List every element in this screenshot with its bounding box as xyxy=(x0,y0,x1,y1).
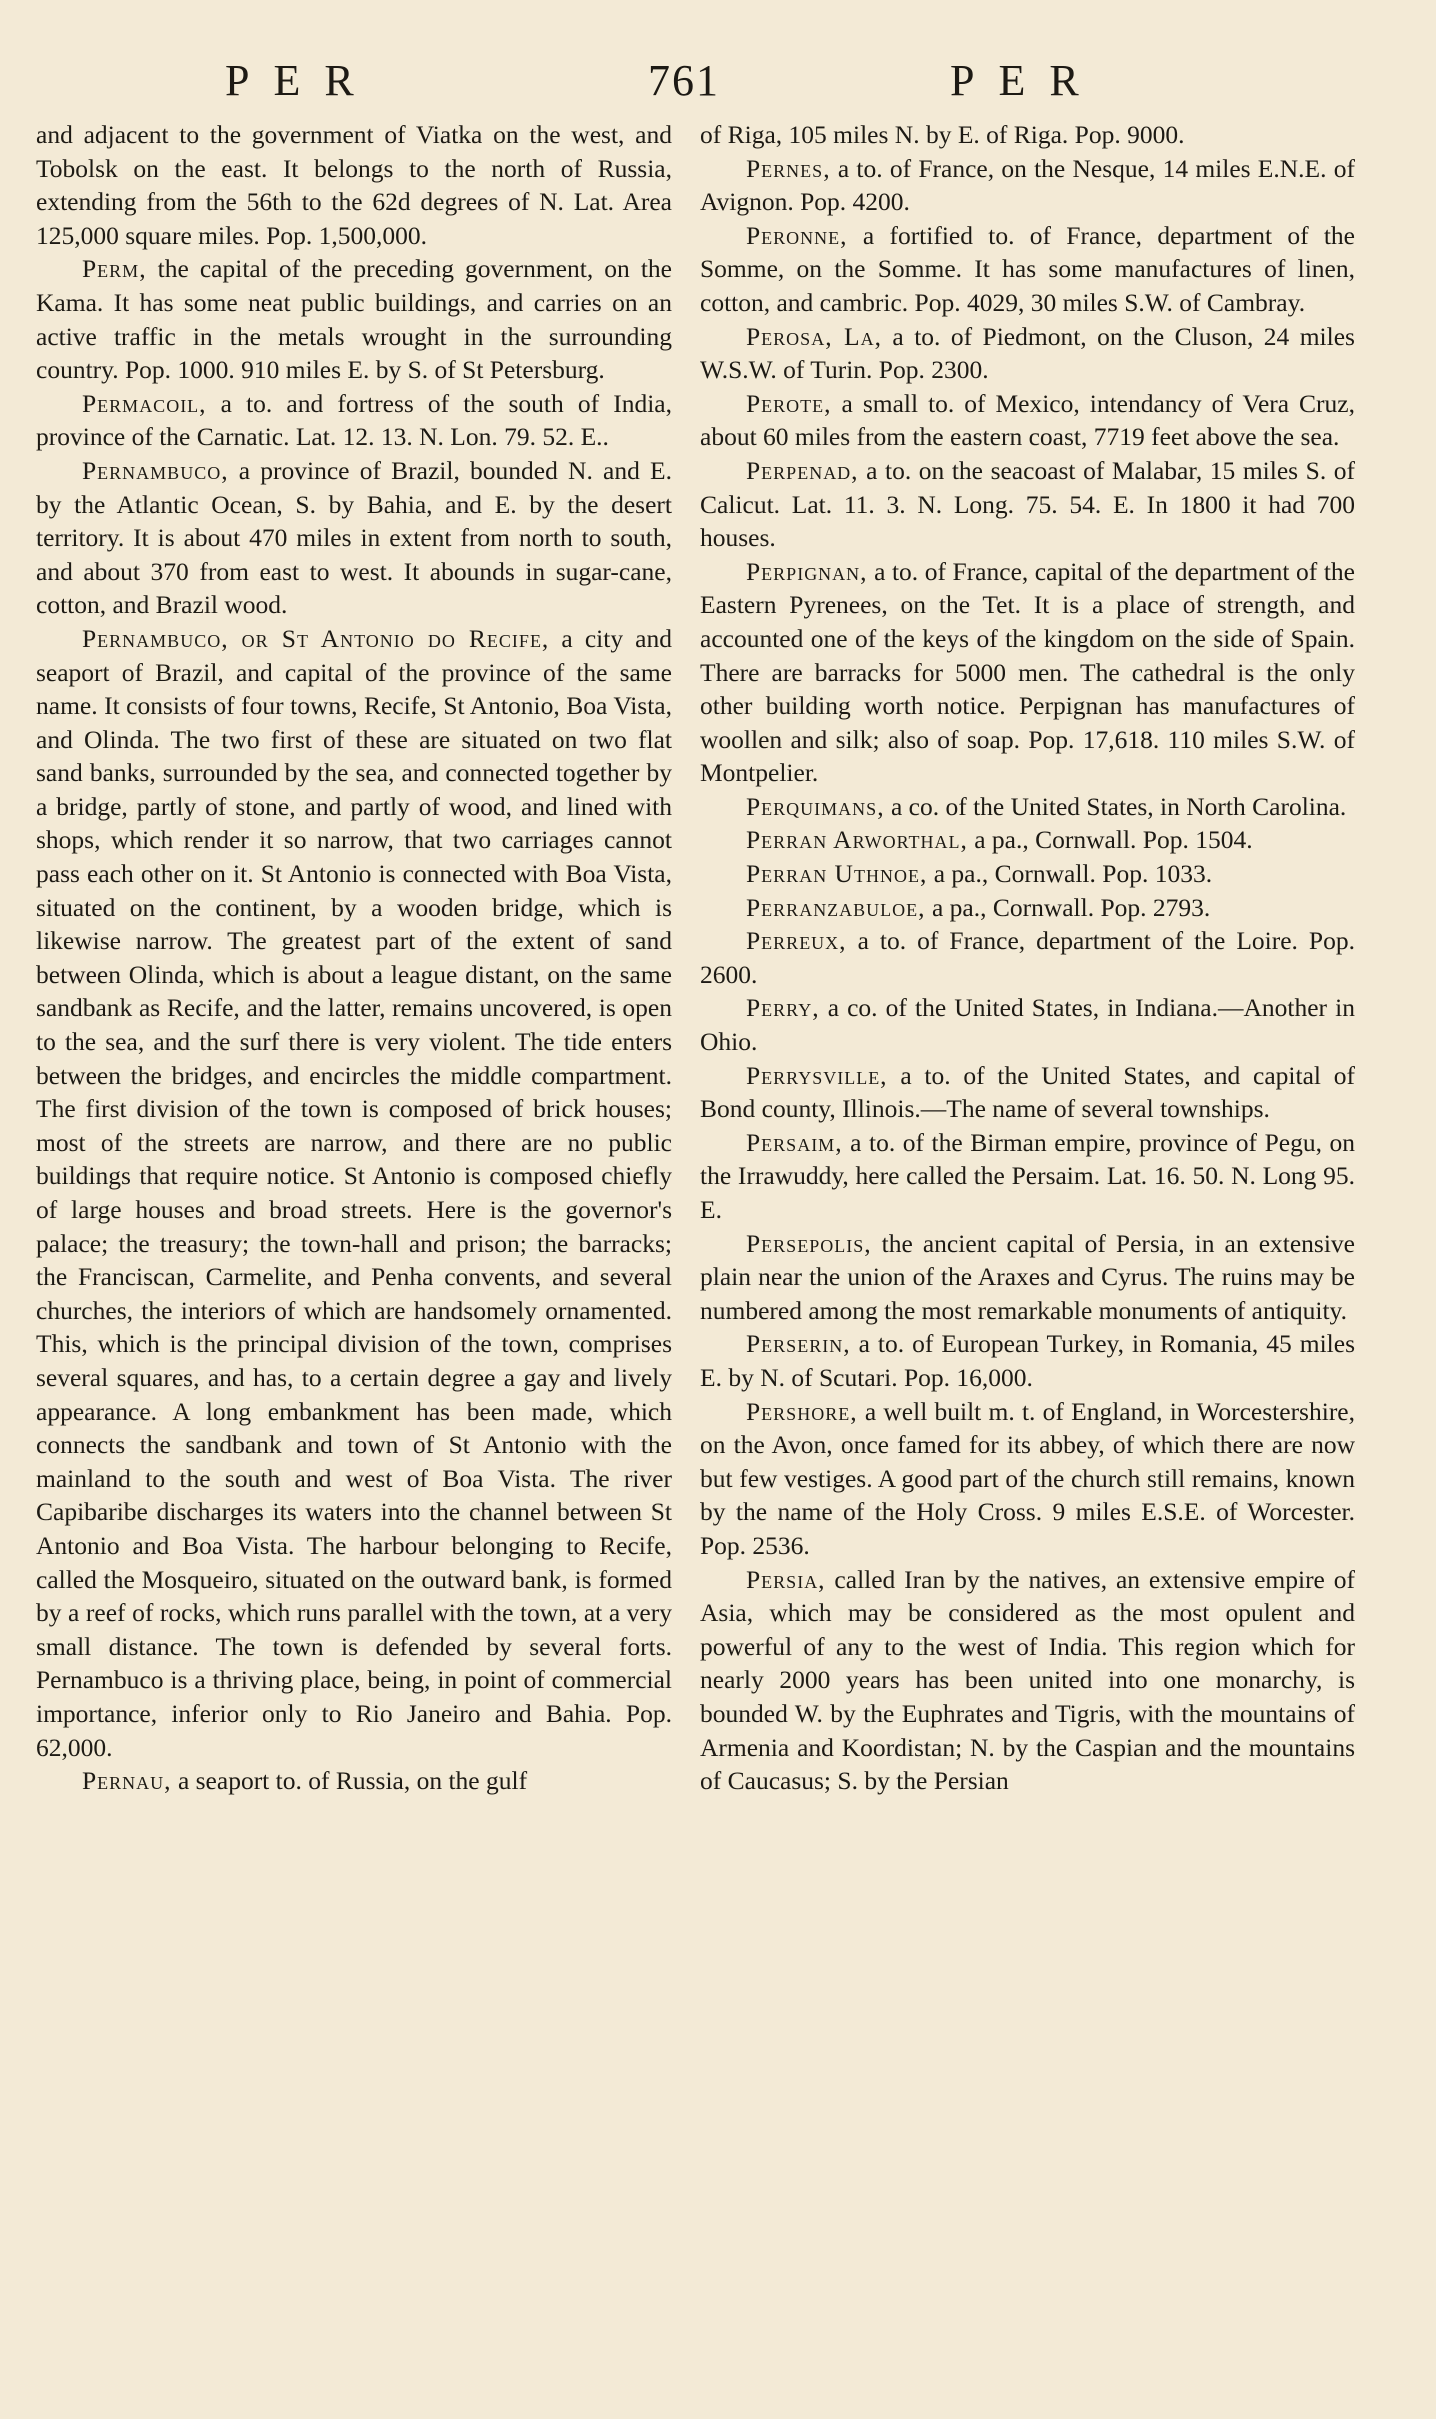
gazetteer-entry xyxy=(36,622,672,1764)
entry-text: a to. on the seacoast of Malabar, 15 miles S. of Calicut. Lat. 11. 3. N. Long. 75. 54. E. In 1800 it had 700 houses. xyxy=(700,455,1355,553)
entry-text: called Iran by the natives, an extensive empire of Asia, which may be considered as the most opulent and powerful of any to the west of India. This region which for nearly 2000 years has been united into one monarchy, is bounded W. by the Euphrates and Tigris, with the mountains of Armenia and Koordistan; N. by the Caspian and the mountains of Caucasus; S. by the Persian xyxy=(700,1564,1355,1796)
entry-headword: Pernes, xyxy=(746,153,831,183)
gazetteer-entry xyxy=(36,252,672,386)
gazetteer-entry xyxy=(700,1563,1355,1798)
entry-headword: Pernau, xyxy=(82,1766,172,1796)
entry-headword: Perote, xyxy=(746,388,832,418)
entry-text: a pa., Cornwall. Pop. 1033. xyxy=(927,859,1213,889)
gazetteer-entry xyxy=(36,454,672,622)
header-left-guide-word: PER xyxy=(225,56,378,105)
entry-text: a city and seaport of Brazil, and capital of the province of the same name. It consists of four towns, Recife, St Antonio, Boa Vista, and Olinda. The two first of these are situated on two flat sand banks, surrounded by the sea, and connected together by a bridge, partly of stone, and partly of wood, and lined with shops, which render it so narrow, that two carriages cannot pass each other on it. St Antonio is connected with Boa Vista, situated on the continent, by a wooden bridge, which is likewise narrow. The greatest part of the extent of sand between Olinda, which is about a league distant, on the same sandbank as Recife, and the latter, remains uncovered, is open to the sea, and the surf there is very violent. The tide enters between the bridges, and encircles the middle compartment. The first division of the town is composed of brick houses; most of the streets are narrow, and there are no public buildings that require notice. St Antonio is composed chiefly of large houses and broad streets. Here is the governor's palace; the treasury; the town-hall and prison; the barracks; the Franciscan, Carmelite, and Penha convents, and several churches, the interiors of which are handsomely ornamented. This, which is the principal division of the town, comprises several squares, and has, to a certain degree a gay and lively appearance. A long embankment has been made, which connects the sandbank and town of St Antonio with the mainland to the south and west of Boa Vista. The river Capibaribe discharges its waters into the channel between St Antonio and Boa Vista. The harbour belonging to Recife, called the Mosqueiro, situated on the outward bank, is formed by a reef of rocks, which runs parallel with the town, at a very small distance. The town is defended by several forts. Pernambuco is a thriving place, being, in point of commercial importance, inferior only to Rio Janeiro and Bahia. Pop. 62,000. xyxy=(36,623,672,1762)
entry-text: the ancient capital of Persia, in an extensive plain near the union of the Araxes and Cyrus. The ruins may be numbered among the most remarkable monuments of antiquity. xyxy=(700,1228,1355,1325)
gazetteer-entry xyxy=(700,1227,1355,1328)
page-number: 761 xyxy=(648,56,720,105)
gazetteer-entry xyxy=(700,924,1355,991)
entry-text: a fortified to. of France, department of the Somme, on the Somme. It has some manufactures of linen, cotton, and cambric. Pop. 4029, 30 miles S.W. of Cambray. xyxy=(700,220,1355,317)
entry-text: a co. of the United States, in Indiana.—Another in Ohio. xyxy=(700,993,1355,1057)
gazetteer-entry xyxy=(700,790,1355,824)
entry-headword: Persaim, xyxy=(746,1127,843,1157)
gazetteer-entry xyxy=(700,1126,1355,1227)
entry-headword: Perran Arworthal, xyxy=(746,825,968,855)
entry-text: a to. of France, on the Nesque, 14 miles E.N.E. of Avignon. Pop. 4200. xyxy=(700,153,1355,217)
entry-headword: Perosa, La, xyxy=(746,321,882,351)
entry-text: a to. of France, capital of the department of the Eastern Pyrenees, on the Tet. It is a place of strength, and accounted one of the keys of the kingdom on the side of Spain. There are barracks for 5000 men. The cathedral is the only other building worth notice. Perpignan has manufactures of woollen and silk; also of soap. Pop. 17,618. 110 miles S.W. of Montpelier. xyxy=(700,556,1355,788)
continued-text xyxy=(700,118,1355,152)
entry-text: a to. of the Birman empire, province of Pegu, on the Irrawuddy, here called the Persaim. Lat. 16. 50. N. Long 95. E. xyxy=(700,1127,1355,1224)
entry-text: of Riga, 105 miles N. by E. of Riga. Pop. 9000. xyxy=(700,120,1185,149)
right-column xyxy=(700,118,1355,1798)
entry-text: a to. of France, department of the Loire. Pop. 2600. xyxy=(700,926,1355,989)
running-header xyxy=(0,55,1436,115)
entry-text: the capital of the preceding government, on the Kama. It has some neat public buildings, and carries on an active traffic in the metals wrought in the surrounding country. Pop. 1000. 910 miles E. by S. of St Petersburg. xyxy=(36,254,672,385)
entry-headword: Pernambuco, or St Antonio do Recife, xyxy=(82,623,550,653)
gazetteer-entry xyxy=(700,152,1355,219)
gazetteer-entry xyxy=(700,991,1355,1058)
entry-headword: Perpenad, xyxy=(746,455,859,485)
entry-text: a well built m. t. of England, in Worcestershire, on the Avon, once famed for its abbey, of which there are now but few vestiges. A good part of the church still remains, known by the name of the Holy Cross. 9 miles E.S.E. of Worcester. Pop. 2536. xyxy=(700,1396,1355,1560)
entry-text: a pa., Cornwall. Pop. 2793. xyxy=(925,892,1211,922)
entry-text: a pa., Cornwall. Pop. 1504. xyxy=(967,825,1253,855)
gazetteer-entry xyxy=(700,1395,1355,1563)
entry-headword: Perm, xyxy=(82,254,147,284)
gazetteer-entry xyxy=(700,823,1355,857)
entry-headword: Persepolis, xyxy=(746,1228,872,1258)
gazetteer-entry xyxy=(700,320,1355,387)
entry-text: and adjacent to the government of Viatka on the west, and Tobolsk on the east. It belongs to the north of Russia, extending from the 56th to the 62d degrees of N. Lat. Area 125,000 square miles. Pop. 1,500,000. xyxy=(36,120,672,250)
entry-headword: Perran Uthnoe, xyxy=(746,859,928,889)
entry-text: a co. of the United States, in North Carolina. xyxy=(884,791,1347,821)
entry-headword: Perpignan, xyxy=(746,556,868,586)
continued-text xyxy=(36,118,672,252)
gazetteer-entry xyxy=(36,387,672,454)
gazetteer-entry xyxy=(700,454,1355,555)
entry-text: a to. of the United States, and capital of Bond county, Illinois.—The name of several townships. xyxy=(700,1060,1355,1124)
entry-headword: Pershore, xyxy=(746,1396,858,1426)
entry-text: a province of Brazil, bounded N. and E. by the Atlantic Ocean, S. by Bahia, and E. by the desert territory. It is about 470 miles in extent from north to south, and about 370 from east to west. It abounds in sugar-cane, cotton, and Brazil wood. xyxy=(36,455,672,620)
entry-headword: Peronne, xyxy=(746,220,848,250)
entry-text: a seaport to. of Russia, on the gulf xyxy=(171,1766,528,1796)
gazetteer-entry xyxy=(700,857,1355,891)
gazetteer-entry xyxy=(700,891,1355,925)
entry-headword: Perry, xyxy=(746,993,820,1023)
gazetteer-entry xyxy=(700,1059,1355,1126)
gazetteer-entry xyxy=(700,555,1355,790)
gazetteer-entry xyxy=(700,1327,1355,1394)
entry-headword: Persia, xyxy=(746,1564,826,1594)
entry-text: a small to. of Mexico, intendancy of Vera Cruz, about 60 miles from the eastern coast, 7719 feet above the sea. xyxy=(700,388,1355,452)
header-right-guide-word: PER xyxy=(950,56,1103,105)
entry-headword: Perreux, xyxy=(746,926,847,956)
left-column xyxy=(36,118,672,1798)
entry-headword: Pernambuco, xyxy=(82,455,229,485)
gazetteer-entry xyxy=(700,387,1355,454)
entry-headword: Perrysville, xyxy=(746,1060,888,1090)
gazetteer-entry xyxy=(36,1764,672,1798)
entry-headword: Perquimans, xyxy=(746,791,885,821)
entry-text: a to. and fortress of the south of India, province of the Carnatic. Lat. 12. 13. N. Lon. 79. 52. E.. xyxy=(36,388,672,452)
entry-headword: Perserin, xyxy=(746,1329,851,1359)
entry-text: a to. of Piedmont, on the Cluson, 24 miles W.S.W. of Turin. Pop. 2300. xyxy=(700,321,1355,385)
entry-headword: Permacoil, xyxy=(82,388,207,418)
entry-headword: Perranzabuloe, xyxy=(746,892,926,922)
gazetteer-entry xyxy=(700,219,1355,320)
entry-text: a to. of European Turkey, in Romania, 45 miles E. by N. of Scutari. Pop. 16,000. xyxy=(700,1329,1355,1392)
